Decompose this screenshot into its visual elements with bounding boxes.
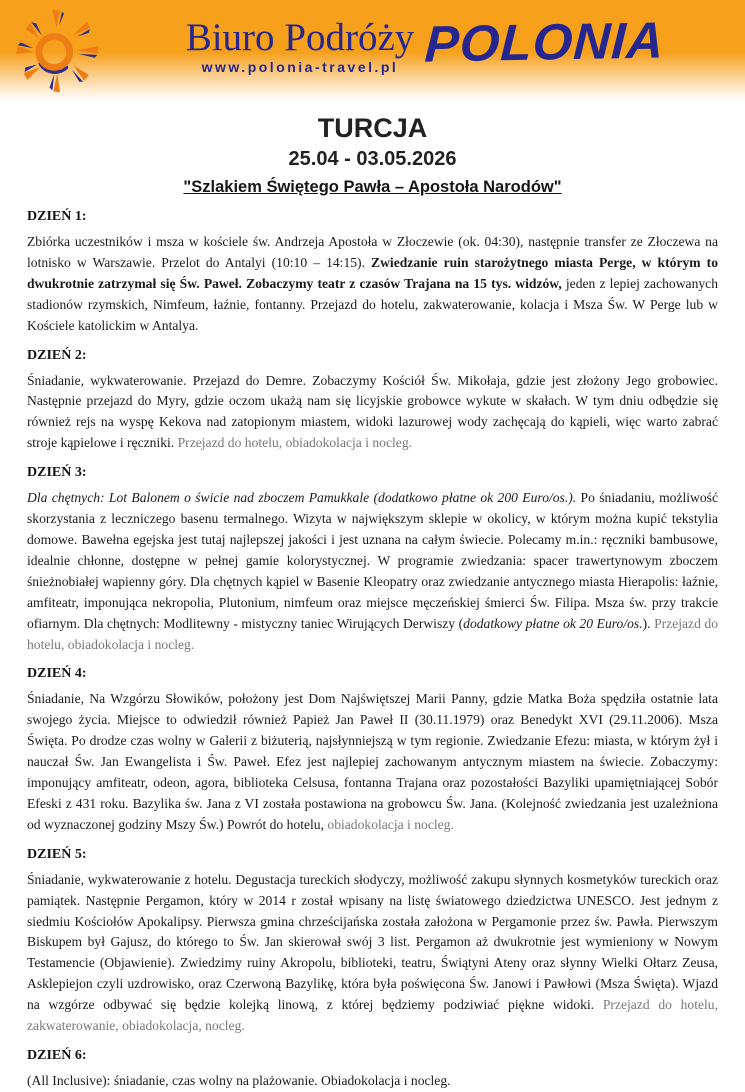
day-paragraph-6 bbox=[27, 1071, 718, 1092]
brand-name: Biuro Podróży bbox=[185, 16, 415, 59]
title-block bbox=[0, 113, 745, 198]
text-segment: dodatkowy płatne ok 20 Euro/os. bbox=[463, 615, 643, 631]
text-segment: Przejazd do hotelu, obiadokolacja i nocleg. bbox=[27, 615, 719, 652]
day-paragraph-3 bbox=[27, 488, 718, 655]
text-segment: Zwiedzanie ruin starożytnego miasta Perge, w którym to dwukrotnie zatrzymał się Św. Paweł. Zobaczymy teatr z czasów Trajana na 15 tys. widzów, bbox=[27, 254, 718, 291]
letterhead bbox=[0, 0, 745, 100]
day-heading-6: DZIEŃ 6: bbox=[27, 1048, 87, 1063]
text-segment: Przejazd do hotelu, obiadokolacja i nocleg. bbox=[177, 435, 413, 451]
text-segment: Zbiórka uczestników i msza w kościele św. Andrzeja Apostoła w Złoczewie (ok. 04:30), następnie transfer ze Złoczewa na lotnisko w Warszawie. Przelot do Antalyi (10:10 – 14:15). bbox=[27, 234, 718, 270]
trip-dates: 25.04 - 03.05.2026 bbox=[288, 148, 457, 170]
text-segment: Dla chętnych: Lot Balonem o świcie nad zboczem Pamukkale (dodatkowo płatne ok 200 Euro/os.). bbox=[27, 490, 581, 506]
day-heading-1: DZIEŃ 1: bbox=[27, 209, 87, 224]
brand-block bbox=[150, 18, 450, 75]
day-heading-4: DZIEŃ 4: bbox=[27, 666, 87, 682]
text-segment: Po śniadaniu, możliwość skorzystania z leczniczego basenu termalnego. Wizyta w największym sklepie w okolicy, w którym można kupić tekstylia domowe. Bawełna egejska jest tutaj najlepszej jakości i jest uznana na całym świecie. Polecamy m.in.: ręczniki bambusowe, idealnie chłonne, dostępne w pełnej gamie kolorystycznej. W programie zwiedzania: spacer trawertynowym zboczem śnieżnobiałej wapienny góry. Dla chętnych kąpiel w Basenie Kleopatry oraz zwiedzanie antycznego miasta Hierapolis: łaźnie, amfiteatr, imponująca nekropolia, Plutonium, nimfeum oraz miejsce męczeńskiej śmierci Św. Filipa. Msza św. przy trakcie ofiarnym. Dla chętnych: Modlitewny - mistyczny taniec Wirujących Derwiszy ( bbox=[27, 490, 718, 631]
trip-title: TURCJA bbox=[317, 113, 428, 143]
text-segment: obiadokolacja i nocleg. bbox=[327, 816, 454, 832]
text-segment: ). bbox=[642, 615, 655, 631]
itinerary bbox=[27, 208, 718, 1092]
text-segment: Śniadanie, Na Wzgórzu Słowików, położony jest Dom Najświętszej Marii Panny, gdzie Matka Boża spędziła ostatnie lata swojego życia. Miejsce to odwiedził również Papież Jan Paweł II (30.11.1979) oraz Benedykt XVI (29.11.2006). Msza Święta. Po drodze czas wolny w Galerii z biżuterią, najsłynniejszą w tym regionie. Zwiedzanie Efezu: miasta, w którym żył i nauczał Św. Jan Ewangelista i Św. Paweł. Efez jest najlepiej zachowanym antycznym miastem na świecie. Zobaczymy: imponujący amfiteatr, odeon, agora, biblioteka Celsusa, fontanna Trajana oraz pozostałości Bazyliki upamiętniającej Sobór Efeski z 431 roku. Bazylika św. Jana z VI została postawiona na grobowcu Św. Jana. (Kolejność zwiedzania jest uzależniona od wyznaczonej godziny Mszy Św.) Powrót do hotelu, bbox=[27, 691, 718, 832]
day-heading-5: DZIEŃ 5: bbox=[27, 846, 87, 862]
text-segment: jeden z lepiej zachowanych stadionów rzymskich, Nimfeum, łaźnie, fontanny. Przejazd do hotelu, zakwaterowanie, kolacja i Msza Św. W Perge lub w Kościele katolickim w Antalya. bbox=[27, 275, 718, 333]
day-paragraph-1 bbox=[27, 232, 718, 337]
day-paragraph-2 bbox=[27, 371, 718, 455]
text-segment: Przejazd do hotelu, zakwaterowanie, obiadokolacja, nocleg. bbox=[27, 997, 718, 1034]
day-heading-3: DZIEŃ 3: bbox=[27, 465, 87, 481]
trip-subtitle: "Szlakiem Świętego Pawła – Apostoła Narodów" bbox=[183, 178, 562, 196]
day-paragraph-4 bbox=[27, 689, 718, 835]
day-paragraph-5 bbox=[27, 870, 718, 1037]
sun-icon bbox=[14, 4, 110, 100]
brand-logotype: POLONIA bbox=[423, 11, 666, 73]
text-segment: Śniadanie, wykwaterowanie z hotelu. Degustacja tureckich słodyczy, możliwość zakupu słynnych kosmetyków tureckich oraz pamiątek. Następnie Pergamon, który w 2014 r został wpisany na listę światowego dziedzictwa UNESCO. Jest jednym z siedmiu Kościołów Apokalipsy. Pierwsza gmina chrześcijańska została założona w Pergamonie przez św. Pawła. Pierwszym Biskupem był Gajusz, do którego to Św. Jan skierował swój 3 list. Pergamon aż dwukrotnie jest wymieniony w Nowym Testamencie (Objawienie). Zwiedzimy ruiny Akropolu, biblioteki, teatru, Świątyni Ateny oraz słynny Wielki Ołtarz Zeusa, Asklepiejon czyli uzdrowisko, oraz Czerwoną Bazylikę, która była poświęcona Św. Janowi i Pawłowi (Msza Święta). Wjazd na wzgórze odbywać się będzie kolejką linową, z której będziemy podziwiać piękne widoki. bbox=[27, 871, 718, 1013]
text-segment: Śniadanie, wykwaterowanie. Przejazd do Demre. Zobaczymy Kościół Św. Mikołaja, gdzie jest złożony Jego grobowiec. Następnie przejazd do Myry, gdzie oczom ukażą nam się licyjskie grobowce wykute w skałach. W tym dniu odbędzie się również rejs na wyspę Kekova nad zatopionym miastem, widoki lazurowej wody zachęcają do kąpieli, więc warto zabrać stroje kąpielowe i ręczniki. bbox=[27, 372, 718, 451]
brand-url: www.polonia-travel.pl bbox=[201, 59, 399, 75]
text-segment: (All Inclusive): śniadanie, czas wolny na plażowanie. Obiadokolacja i nocleg. bbox=[27, 1073, 451, 1088]
day-heading-2: DZIEŃ 2: bbox=[27, 347, 87, 363]
